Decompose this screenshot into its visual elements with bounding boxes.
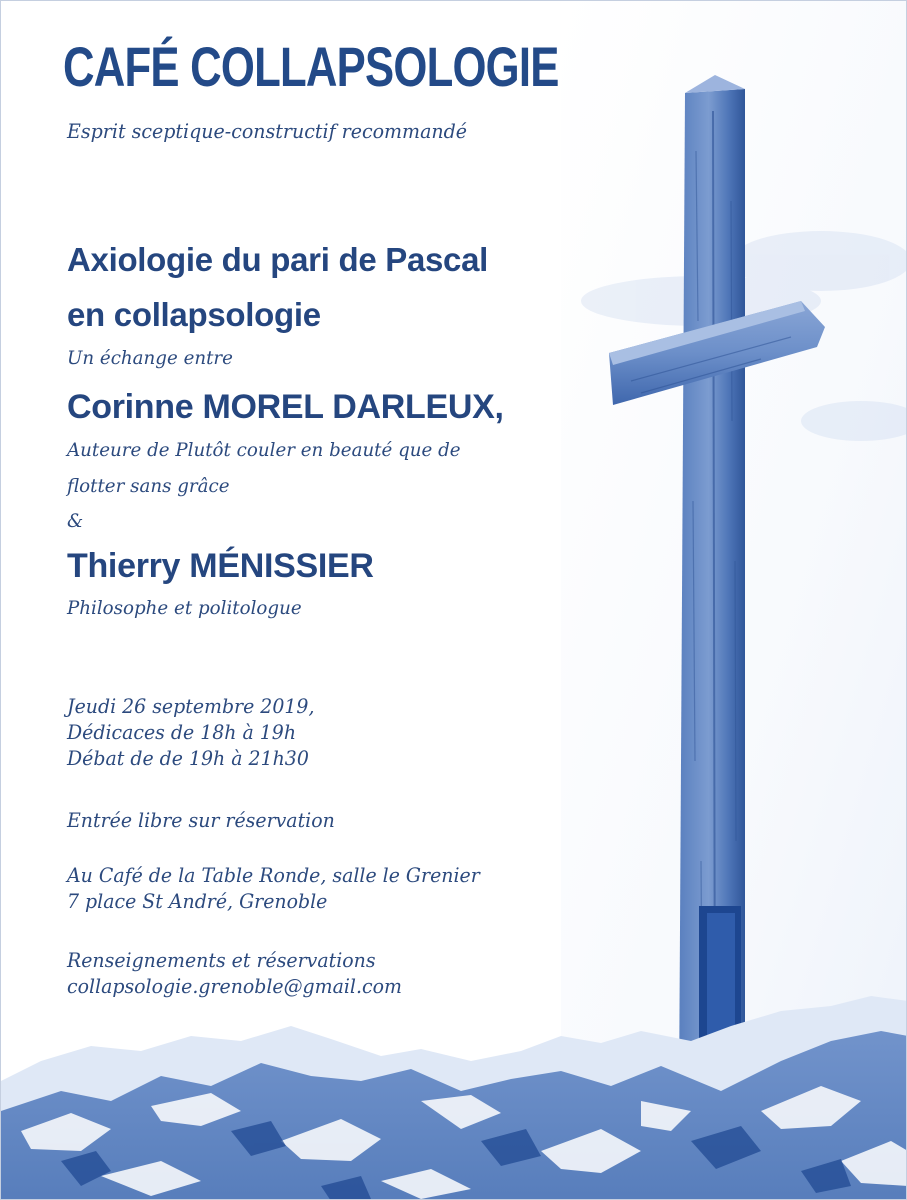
speaker-2-name: Thierry MÉNISSIER xyxy=(67,547,374,585)
speaker-1-description-line-1: Auteure de Plutôt couler en beauté que de xyxy=(67,439,461,461)
talk-title-line-1: Axiologie du pari de Pascal xyxy=(67,241,489,278)
talk-title-line-2: en collapsologie xyxy=(67,296,321,333)
event-date: Jeudi 26 septembre 2019, xyxy=(67,695,315,718)
contact-label: Renseignements et réservations xyxy=(67,949,376,972)
tagline: Esprit sceptique-constructif recommandé xyxy=(67,119,468,143)
venue-line-1: Au Café de la Table Ronde, salle le Grenier xyxy=(67,864,480,887)
speaker-1-name: Corinne MOREL DARLEUX, xyxy=(67,388,504,426)
venue-line-2: 7 place St André, Grenoble xyxy=(67,890,328,913)
ampersand: & xyxy=(67,510,84,532)
contact-email[interactable]: collapsologie.grenoble@gmail.com xyxy=(67,975,402,998)
speaker-2-description: Philosophe et politologue xyxy=(67,597,302,619)
event-series-title: CAFÉ COLLAPSOLOGIE xyxy=(63,35,559,98)
signing-time: Dédicaces de 18h à 19h xyxy=(67,721,297,744)
talk-intro: Un échange entre xyxy=(67,347,233,369)
entry-info: Entrée libre sur réservation xyxy=(67,809,335,832)
debate-time: Débat de de 19h à 21h30 xyxy=(67,747,309,770)
speaker-1-description-line-2: flotter sans grâce xyxy=(67,475,230,497)
